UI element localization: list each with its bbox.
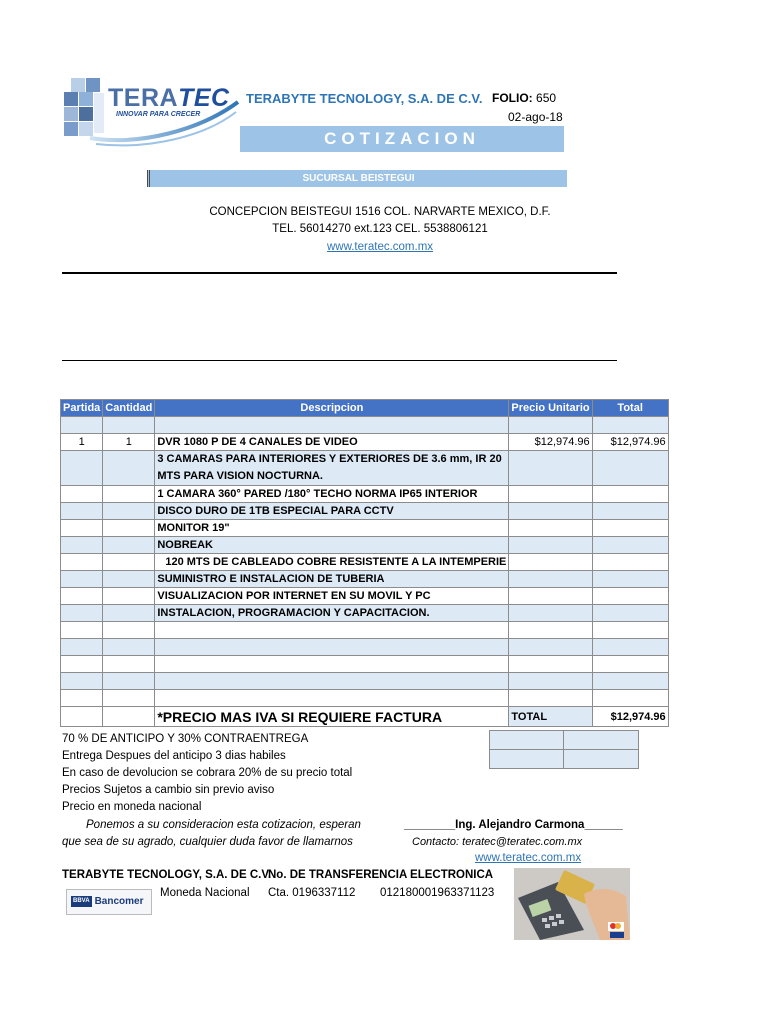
totals-extra-cells <box>489 730 639 769</box>
table-row <box>61 434 669 451</box>
folio <box>492 91 556 105</box>
table-row <box>61 605 669 622</box>
phones: TEL. 56014270 ext.123 CEL. 5538806121 <box>272 223 488 235</box>
table-row <box>61 451 669 486</box>
col-partida: Partida <box>61 400 103 417</box>
contact-email: Contacto: teratec@teratec.com.mx <box>412 836 583 848</box>
divider-thick <box>62 272 617 274</box>
item-description: SUMINISTRO E INSTALACION DE TUBERIA <box>155 571 509 588</box>
table-row <box>61 571 669 588</box>
closing-line-1: Ponemos a su consideracion esta cotizacion, esperan <box>86 819 361 831</box>
table-row <box>61 554 669 571</box>
table-row-empty <box>61 690 669 707</box>
signature: ________Ing. Alejandro Carmona______ <box>404 819 623 831</box>
card-terminal-image <box>514 868 630 940</box>
account-number: Cta. 0196337112 <box>268 887 356 899</box>
row-descripcion: DVR 1080 P DE 4 CANALES DE VIDEO <box>155 434 509 451</box>
row-partida: 1 <box>61 434 103 451</box>
table-row-empty <box>61 622 669 639</box>
currency: Moneda Nacional <box>160 887 250 899</box>
col-cantidad: Cantidad <box>103 400 155 417</box>
term-line: Precio en moneda nacional <box>62 801 202 813</box>
website-link-footer[interactable]: www.teratec.com.mx <box>475 852 582 864</box>
table-row <box>61 537 669 554</box>
folio-value: 650 <box>536 91 557 105</box>
quote-date: 02-ago-18 <box>508 110 563 124</box>
table-row-empty <box>61 639 669 656</box>
table-row-empty <box>61 417 669 434</box>
total-label: TOTAL <box>509 707 592 727</box>
item-description: 3 CAMARAS PARA INTERIORES Y EXTERIORES DE 3.6 mm, IR 20 MTS PARA VISION NOCTURNA. <box>155 451 509 486</box>
row-cantidad: 1 <box>103 434 155 451</box>
iva-note: *PRECIO MAS IVA SI REQUIERE FACTURA <box>155 707 509 727</box>
website-link[interactable]: www.teratec.com.mx <box>326 241 434 253</box>
table-row <box>61 588 669 605</box>
closing-line-2: que sea de su agrado, cualquier duda favor de llamarnos <box>62 836 353 848</box>
col-descripcion: Descripcion <box>155 400 509 417</box>
divider-thin <box>62 360 617 361</box>
table-row-empty <box>61 673 669 690</box>
term-line: Entrega Despues del anticipo 3 dias habiles <box>62 750 286 762</box>
item-description: DISCO DURO DE 1TB ESPECIAL PARA CCTV <box>155 503 509 520</box>
logo-slogan: INNOVAR PARA CRECER <box>116 111 201 118</box>
term-line: 70 % DE ANTICIPO Y 30% CONTRAENTREGA <box>62 733 309 745</box>
item-description: NOBREAK <box>155 537 509 554</box>
document-title: COTIZACION <box>240 126 564 152</box>
item-description: MONITOR 19" <box>155 520 509 537</box>
table-row <box>61 520 669 537</box>
col-total: Total <box>592 400 668 417</box>
logo-wordmark: TERATEC <box>108 84 230 112</box>
term-line: En caso de devolucion se cobrara 20% de su precio total <box>62 767 353 779</box>
folio-label: FOLIO: <box>492 91 533 105</box>
col-precio-unitario: Precio Unitario <box>509 400 592 417</box>
item-description: 120 MTS DE CABLEADO COBRE RESISTENTE A LA INTEMPERIE <box>155 554 509 571</box>
total-value: $12,974.96 <box>592 707 668 727</box>
item-description: INSTALACION, PROGRAMACION Y CAPACITACION. <box>155 605 509 622</box>
row-precio: $12,974.96 <box>509 434 592 451</box>
table-row-empty <box>61 656 669 673</box>
branch-bar: SUCURSAL BEISTEGUI <box>147 170 567 187</box>
address: CONCEPCION BEISTEGUI 1516 COL. NARVARTE MEXICO, D.F. <box>209 206 551 218</box>
quote-table <box>60 399 669 727</box>
transfer-label: No. DE TRANSFERENCIA ELECTRONICA <box>268 869 494 881</box>
bancomer-logo: BBVA Bancomer <box>66 889 152 915</box>
table-row <box>61 503 669 520</box>
item-description: VISUALIZACION POR INTERNET EN SU MOVIL Y PC <box>155 588 509 605</box>
table-row <box>61 486 669 503</box>
table-total-row <box>61 707 669 727</box>
term-line: Precios Sujetos a cambio sin previo aviso <box>62 784 275 796</box>
item-description: 1 CAMARA 360° PARED /180° TECHO NORMA IP65 INTERIOR <box>155 486 509 503</box>
table-header <box>61 400 669 417</box>
bank-company: TERABYTE TECNOLOGY, S.A. DE C.V. <box>62 869 272 881</box>
company-name: TERABYTE TECNOLOGY, S.A. DE C.V. <box>246 91 483 106</box>
row-total: $12,974.96 <box>592 434 668 451</box>
clabe-number: 012180001963371123 <box>380 887 495 899</box>
